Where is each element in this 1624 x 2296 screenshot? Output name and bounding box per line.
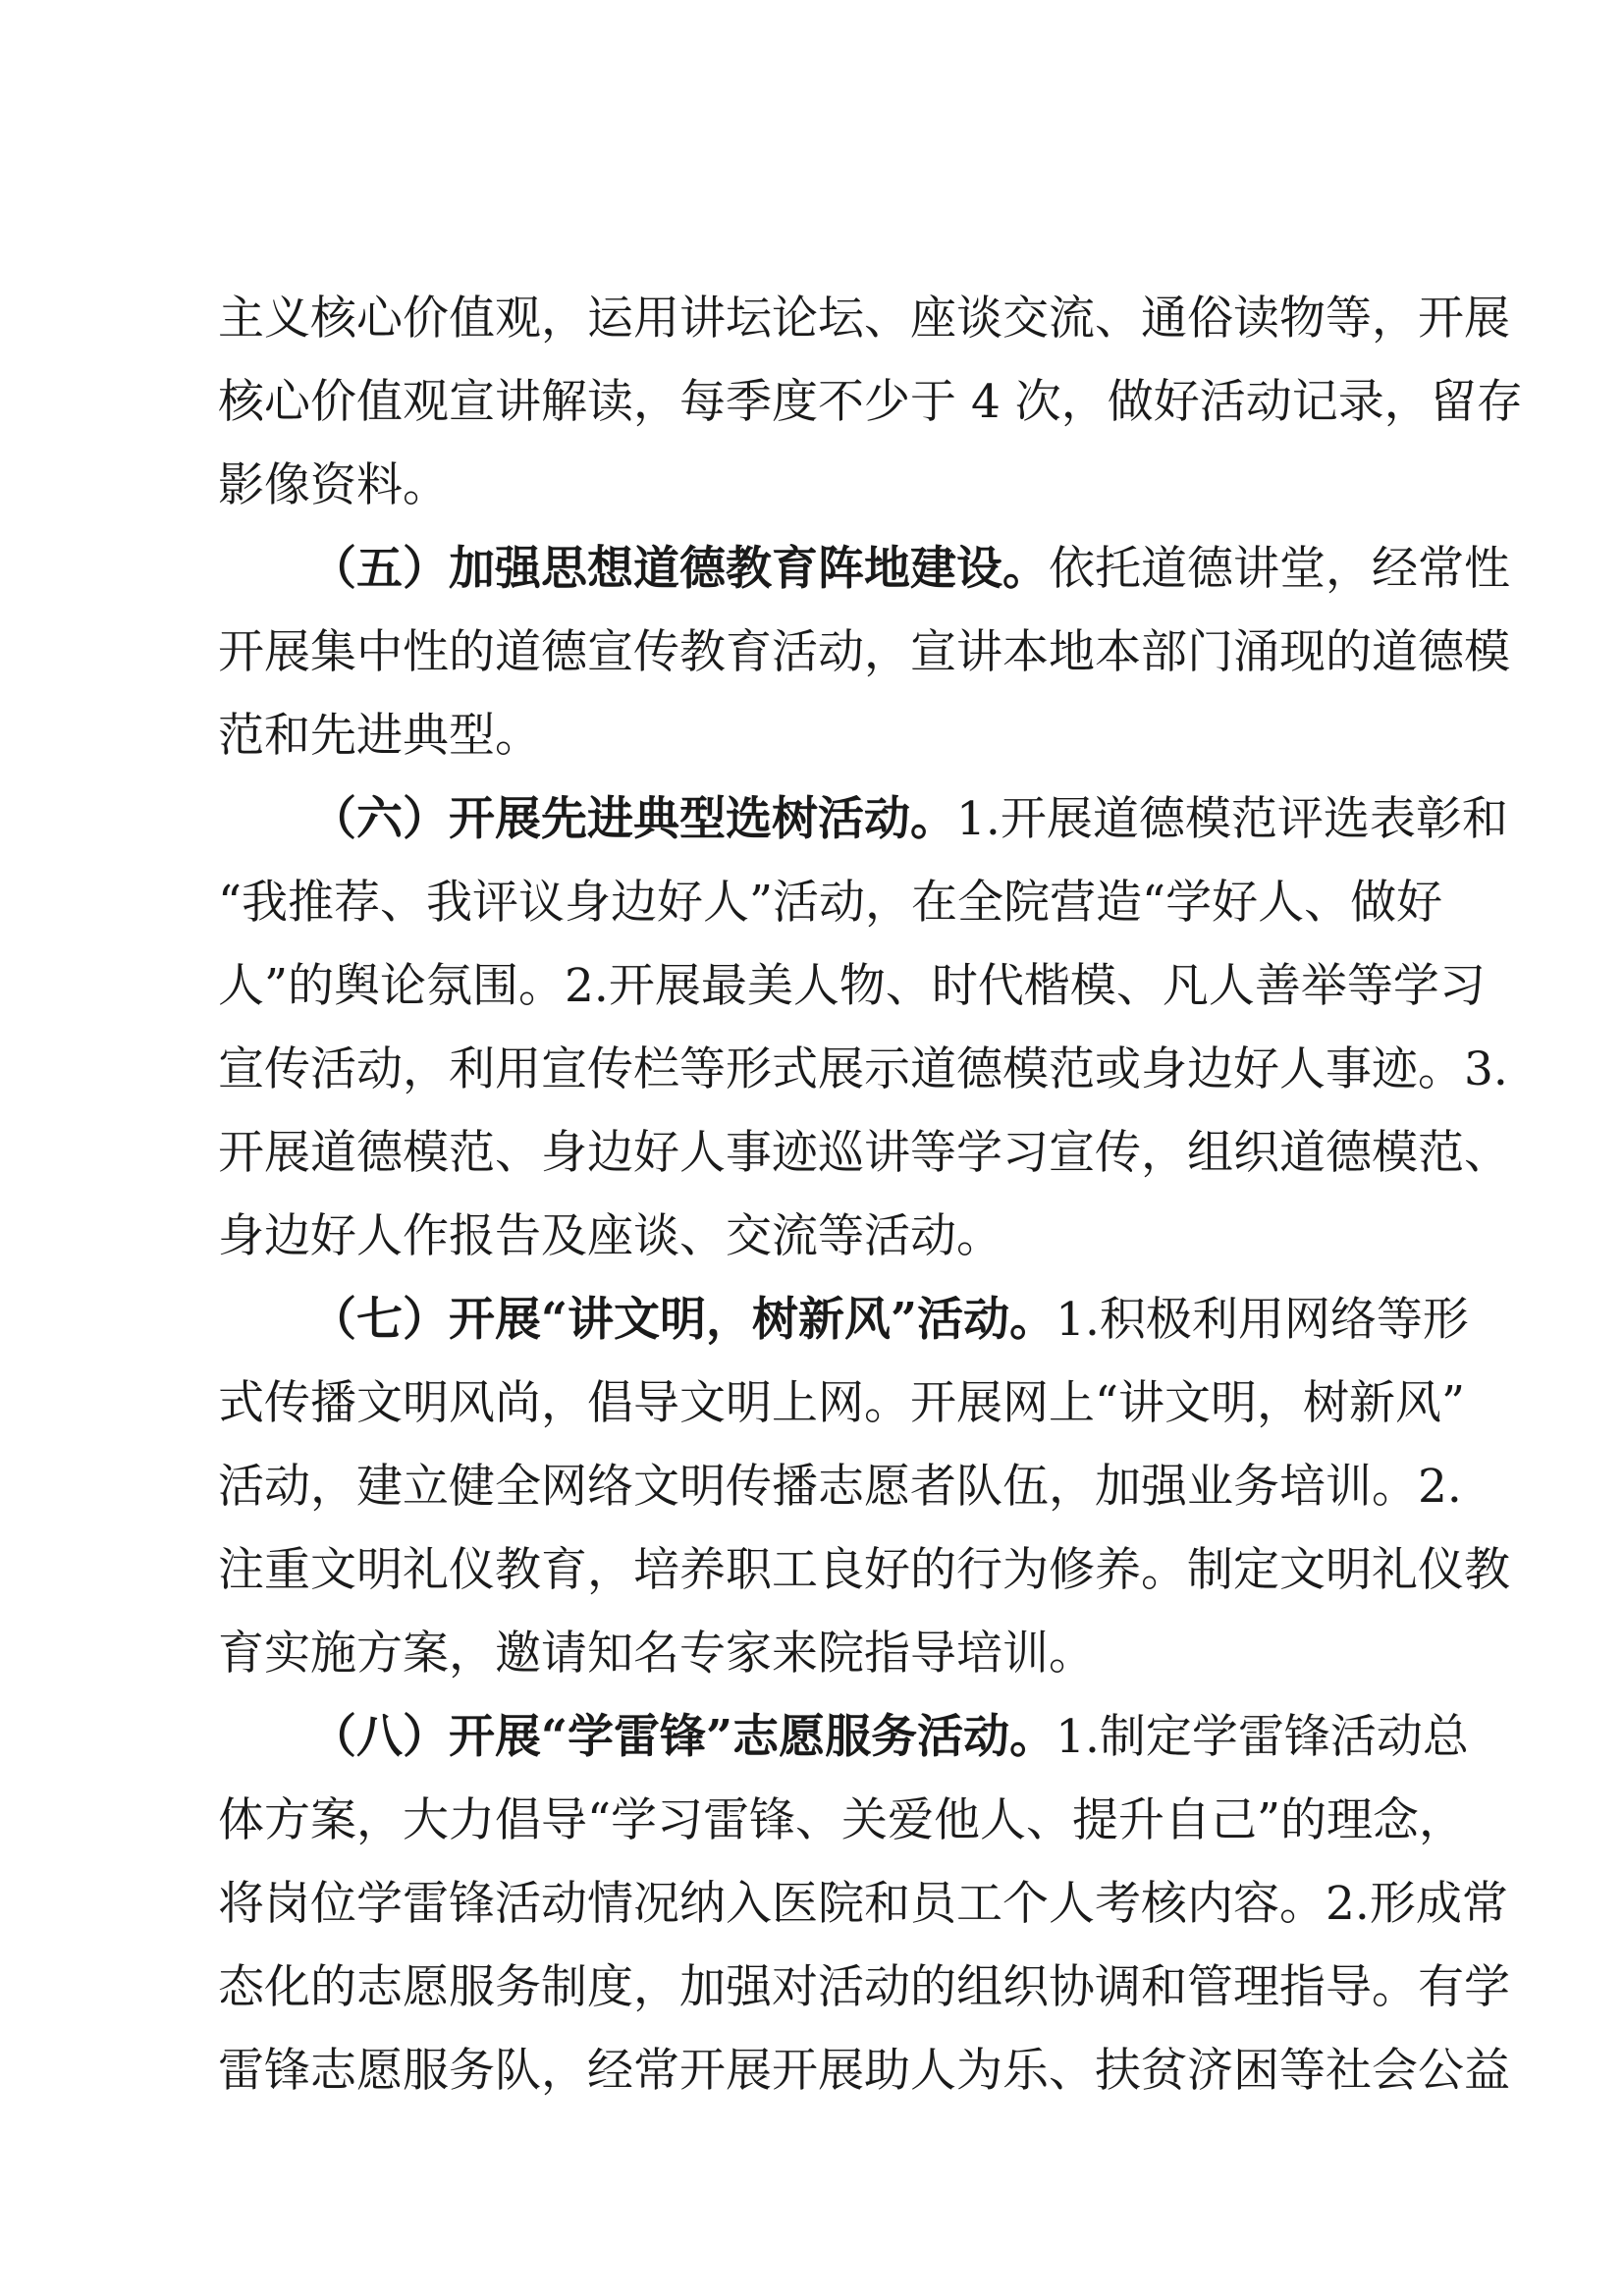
text-line: 开展道德模范、身边好人事迹巡讲等学习宣传，组织道德模范、	[218, 1126, 1510, 1180]
text-line	[218, 1278, 1469, 1362]
paragraph-section-7	[218, 1278, 1510, 1695]
text-line: 宣传活动，利用宣传栏等形式展示道德模范或身边好人事迹。3.	[218, 1042, 1508, 1096]
text-line: 将岗位学雷锋活动情况纳入医院和员工个人考核内容。2.形成常	[218, 1877, 1508, 1931]
text-line: 影像资料。	[218, 458, 449, 512]
text-line: 体方案，大力倡导“学习雷锋、关爱他人、提升自己”的理念，	[218, 1793, 1466, 1847]
text-line: 主义核心价值观，运用讲坛论坛、座谈交流、通俗读物等，开展	[218, 292, 1510, 346]
paragraph-core-values	[218, 277, 1523, 527]
section-heading: （八）开展“学雷锋”志愿服务活动。	[310, 1710, 1056, 1764]
paragraph-section-8	[218, 1695, 1510, 2112]
text-line: 范和先进典型。	[218, 709, 541, 763]
text-line: 育实施方案，邀请知名专家来院指导培训。	[218, 1627, 1095, 1681]
text-line: 活动，建立健全网络文明传播志愿者队伍，加强业务培训。2.	[218, 1460, 1462, 1514]
text-line: “我推荐、我评议身边好人”活动，在全院营造“学好人、做好	[218, 876, 1443, 930]
text-line: 态化的志愿服务制度，加强对活动的组织协调和管理指导。有学	[218, 1960, 1510, 2014]
section-heading: （五）加强思想道德教育阵地建设。	[310, 542, 1049, 596]
paragraph-section-5	[218, 527, 1510, 777]
text-line	[218, 527, 1510, 611]
section-heading: （七）开展“讲文明，树新风”活动。	[310, 1293, 1056, 1347]
text-line	[218, 1695, 1469, 1779]
document-body	[218, 277, 1523, 2112]
text-line: 注重文明礼仪教育，培养职工良好的行为修养。制定文明礼仪教	[218, 1543, 1510, 1597]
paragraph-section-6	[218, 777, 1510, 1278]
section-text: 1.开展道德模范评选表彰和	[956, 792, 1508, 846]
section-text: 依托道德讲堂，经常性	[1049, 542, 1510, 596]
text-line: 雷锋志愿服务队，经常开展开展助人为乐、扶贫济困等社会公益	[218, 2044, 1510, 2098]
text-line: 身边好人作报告及座谈、交流等活动。	[218, 1209, 1002, 1263]
text-line: 人”的舆论氛围。2.开展最美人物、时代楷模、凡人善举等学习	[218, 959, 1486, 1013]
text-line: 开展集中性的道德宣传教育活动，宣讲本地本部门涌现的道德模	[218, 625, 1510, 679]
section-text: 1.制定学雷锋活动总	[1056, 1710, 1469, 1764]
section-heading: （六）开展先进典型选树活动。	[310, 792, 956, 846]
text-line: 核心价值观宣讲解读，每季度不少于 4 次，做好活动记录，留存	[218, 375, 1523, 429]
text-line	[218, 777, 1508, 861]
text-line: 式传播文明风尚，倡导文明上网。开展网上“讲文明，树新风”	[218, 1376, 1466, 1430]
section-text: 1.积极利用网络等形	[1056, 1293, 1469, 1347]
